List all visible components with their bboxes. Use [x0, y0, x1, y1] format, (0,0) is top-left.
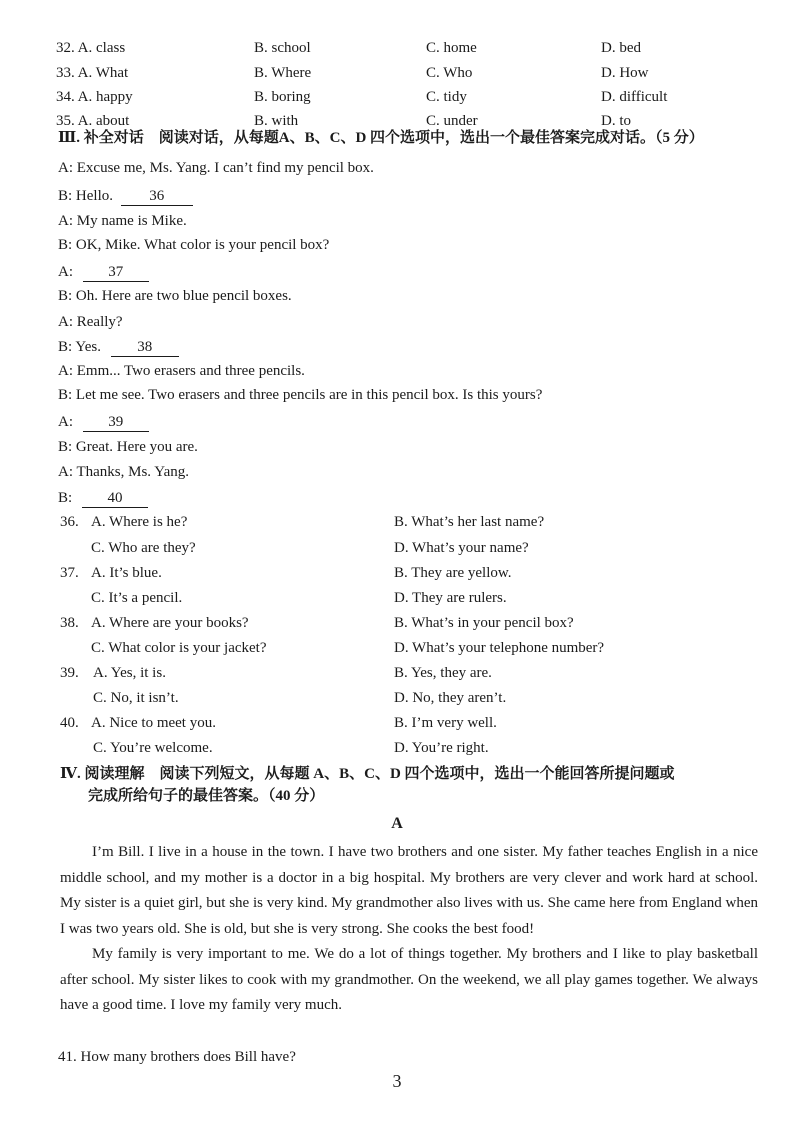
- option-row-40-ab: [60, 712, 764, 734]
- option-a: A. It’s blue.: [91, 565, 162, 581]
- answer-blank: 37: [83, 263, 149, 282]
- option-d: D. They are rulers.: [394, 590, 507, 606]
- dialogue-line: [58, 436, 764, 458]
- question-41: 41. How many brothers does Bill have?: [58, 1049, 296, 1065]
- option-d: D. You’re right.: [394, 740, 489, 756]
- option-b: B. What’s her last name?: [394, 514, 545, 530]
- dialogue-line: [58, 285, 764, 307]
- option-row-38-cd: [60, 637, 764, 659]
- vocab-option-a: 34. A. happy: [56, 89, 133, 105]
- option-b: B. They are yellow.: [394, 565, 512, 581]
- dialogue-text: B: Hello.: [58, 188, 113, 204]
- vocab-option-d: D. difficult: [601, 89, 668, 105]
- vocab-option-d: D. How: [601, 65, 649, 81]
- vocab-option-d: D. bed: [601, 40, 641, 56]
- answer-blank: 39: [83, 413, 149, 432]
- option-d: D. What’s your telephone number?: [394, 640, 605, 656]
- option-a: A. Where are your books?: [91, 615, 249, 631]
- option-row-40-cd: [60, 737, 764, 759]
- dialogue-line: [58, 311, 764, 333]
- option-c: C. It’s a pencil.: [91, 590, 183, 606]
- option-a: A. Nice to meet you.: [91, 715, 216, 731]
- option-c: C. Who are they?: [91, 540, 196, 556]
- vocab-option-a: 35. A. about: [56, 113, 130, 129]
- dialogue-text: A: Thanks, Ms. Yang.: [58, 464, 189, 480]
- vocab-row-32: [56, 37, 764, 59]
- dialogue-line: [58, 411, 764, 433]
- option-row-37-ab: [60, 562, 764, 584]
- vocab-option-c: C. under: [426, 113, 478, 129]
- vocab-option-b: B. Where: [254, 65, 312, 81]
- dialogue-line: [58, 384, 764, 406]
- option-c: C. What color is your jacket?: [91, 640, 267, 656]
- option-row-39-ab: [60, 662, 764, 684]
- option-d: D. What’s your name?: [394, 540, 529, 556]
- dialogue-text: A: Really?: [58, 314, 123, 330]
- vocab-option-b: B. boring: [254, 89, 311, 105]
- question-number: 40.: [60, 715, 79, 731]
- dialogue-line: [58, 261, 764, 283]
- vocab-row-33: [56, 62, 764, 84]
- passage-paragraph: I’m Bill. I live in a house in the town. I have two brothers and one sister. My father teaches English in a nice middle school, and my mother is a doctor in a big hospital. My brothers are very clever and work hard at school. My sister is a quiet girl, but she is very kind. My grandmother also lives with us. She came here from England when I was two years old. She is old, but she is very strong. She cooks the best food!: [60, 844, 758, 937]
- vocab-option-d: D. to: [601, 113, 631, 129]
- reading-passage: [60, 840, 758, 1019]
- option-row-38-ab: [60, 612, 764, 634]
- answer-blank: 36: [121, 187, 193, 206]
- section-4-title: [60, 763, 764, 807]
- option-d: D. No, they aren’t.: [394, 690, 507, 706]
- vocab-option-b: B. with: [254, 113, 299, 129]
- option-a: A. Yes, it is.: [93, 665, 166, 681]
- dialogue-text: B: Great. Here you are.: [58, 439, 198, 455]
- dialogue-text: A: Emm... Two erasers and three pencils.: [58, 363, 305, 379]
- dialogue-text: A:: [58, 264, 73, 280]
- dialogue-text: A: Excuse me, Ms. Yang. I can’t find my pencil box.: [58, 160, 374, 176]
- option-row-36-cd: [60, 537, 764, 559]
- vocab-row-34: [56, 86, 764, 108]
- dialogue-text: A: My name is Mike.: [58, 213, 187, 229]
- answer-blank: 40: [82, 489, 148, 508]
- passage-paragraph: My family is very important to me. We do a lot of things together. My brothers and I like to play basketball after school. My sister likes to cook with my grandmother. On the weekend, we all play games together. We always have a good time. I love my family very much.: [60, 946, 758, 1013]
- dialogue-line: [58, 360, 764, 382]
- dialogue-line: [58, 487, 764, 509]
- option-b: B. Yes, they are.: [394, 665, 492, 681]
- option-c: C. No, it isn’t.: [93, 690, 179, 706]
- vocab-option-c: C. Who: [426, 65, 473, 81]
- vocab-option-b: B. school: [254, 40, 311, 56]
- dialogue-text: B: Let me see. Two erasers and three pencils are in this pencil box. Is this yours?: [58, 387, 543, 403]
- dialogue-text: B: Yes.: [58, 339, 101, 355]
- dialogue-line: [58, 185, 764, 207]
- section-3-title: Ⅲ. 补全对话 阅读对话，从每题A、B、C、D 四个选项中，选出一个最佳答案完成对话。（5 分）: [58, 130, 704, 146]
- option-b: B. What’s in your pencil box?: [394, 615, 574, 631]
- dialogue-text: B:: [58, 490, 73, 506]
- page-number: 3: [392, 1071, 402, 1091]
- option-row-36-ab: [60, 511, 764, 533]
- dialogue-line: [58, 336, 764, 358]
- option-row-39-cd: [60, 687, 764, 709]
- dialogue-text: B: OK, Mike. What color is your pencil box?: [58, 237, 330, 253]
- passage-heading: A: [391, 815, 403, 832]
- vocab-option-c: C. home: [426, 40, 477, 56]
- option-a: A. Where is he?: [91, 514, 188, 530]
- vocab-option-c: C. tidy: [426, 89, 467, 105]
- section-4-title-line2: 完成所给句子的最佳答案。（40 分）: [88, 788, 325, 804]
- answer-blank: 38: [111, 338, 179, 357]
- question-number: 39.: [60, 665, 79, 681]
- dialogue-line: [58, 157, 764, 179]
- dialogue-line: [58, 210, 764, 232]
- section-4-title-line1: Ⅳ. 阅读理解 阅读下列短文，从每题 A、B、C、D 四个选项中，选出一个能回答所提问题或: [60, 766, 675, 782]
- dialogue-line: [58, 234, 764, 256]
- dialogue-line: [58, 461, 764, 483]
- option-b: B. I’m very well.: [394, 715, 497, 731]
- option-row-37-cd: [60, 587, 764, 609]
- question-number: 36.: [60, 514, 79, 530]
- option-c: C. You’re welcome.: [93, 740, 213, 756]
- question-number: 37.: [60, 565, 79, 581]
- question-number: 38.: [60, 615, 79, 631]
- dialogue-text: A:: [58, 414, 73, 430]
- vocab-option-a: 32. A. class: [56, 40, 126, 56]
- vocab-option-a: 33. A. What: [56, 65, 129, 81]
- dialogue-text: B: Oh. Here are two blue pencil boxes.: [58, 288, 292, 304]
